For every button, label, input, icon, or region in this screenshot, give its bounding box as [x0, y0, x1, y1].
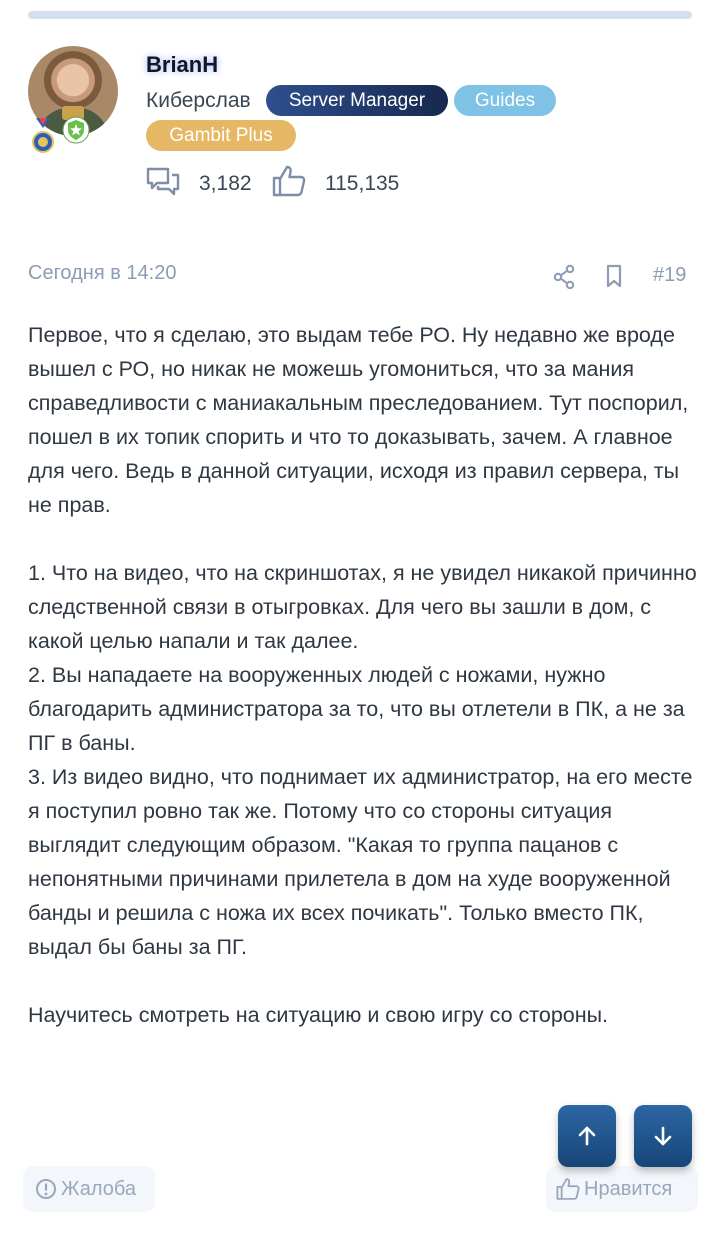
badge-server-manager: Server Manager [266, 85, 448, 116]
share-icon[interactable] [552, 264, 576, 290]
post-date[interactable]: Сегодня в 14:20 [28, 262, 177, 284]
top-divider-bar [28, 11, 692, 19]
exclamation-circle-icon [35, 1178, 57, 1200]
report-label: Жалоба [61, 1178, 136, 1200]
scroll-up-button[interactable] [558, 1105, 616, 1167]
username[interactable]: BrianH [146, 52, 219, 77]
like-label: Нравится [584, 1178, 673, 1200]
post-number[interactable]: #19 [653, 264, 687, 286]
post-paragraph: Научитесь смотреть на ситуацию и свою игру со стороны. [28, 1003, 609, 1027]
post-paragraph: 1. Что на видео, что на скриншотах, я не увидел никакой причинно следственной связи в отыгровках. Для чего вы зашли в дом, с какой целью напали и так далее. [28, 561, 697, 653]
messages-count: 3,182 [199, 172, 252, 195]
medal-icon [31, 118, 55, 154]
post-paragraph: 2. Вы нападаете на вооруженных людей с ножами, нужно благодарить администратора за то, что вы отлетели в ПК, а не за ПГ в баны. [28, 663, 685, 755]
paragraph-gap [28, 964, 698, 998]
scroll-down-button[interactable] [634, 1105, 692, 1167]
badge-gambit-plus: Gambit Plus [146, 120, 296, 151]
reactions-count: 115,135 [325, 172, 400, 195]
badge-guides: Guides [454, 85, 556, 116]
user-title: Киберслав [146, 89, 251, 112]
post-body [28, 318, 698, 1032]
post-paragraph: 3. Из видео видно, что поднимает их администратор, на его месте я поступил ровно так же. Потому что со стороны ситуация выглядит следующим образом. "Какая то группа пацанов с непонятными причинами прилетела в дом на худе вооруженной банды и решила с ножа их всех почикать". Только вместо ПК, выдал бы баны за ПГ. [28, 765, 693, 959]
arrow-up-icon [576, 1125, 598, 1147]
shield-badge-icon [62, 116, 90, 144]
like-button[interactable] [546, 1166, 698, 1212]
thumbs-up-icon [556, 1177, 580, 1201]
report-button[interactable] [23, 1166, 155, 1212]
thumbs-up-icon [272, 164, 306, 198]
paragraph-gap [28, 522, 698, 556]
bookmark-icon[interactable] [604, 264, 624, 288]
arrow-down-icon [652, 1125, 674, 1147]
post-paragraph: Первое, что я сделаю, это выдам тебе РО. Ну недавно же вроде вышел с РО, но никак не можешь угомониться, что за мания справедливости с маниакальным преследованием. Тут поспорил, пошел в их топик спорить и что то доказывать, зачем. А главное для чего. Ведь в данной ситуации, исходя из правил сервера, ты не прав. [28, 323, 689, 517]
speech-bubbles-icon [146, 166, 180, 198]
